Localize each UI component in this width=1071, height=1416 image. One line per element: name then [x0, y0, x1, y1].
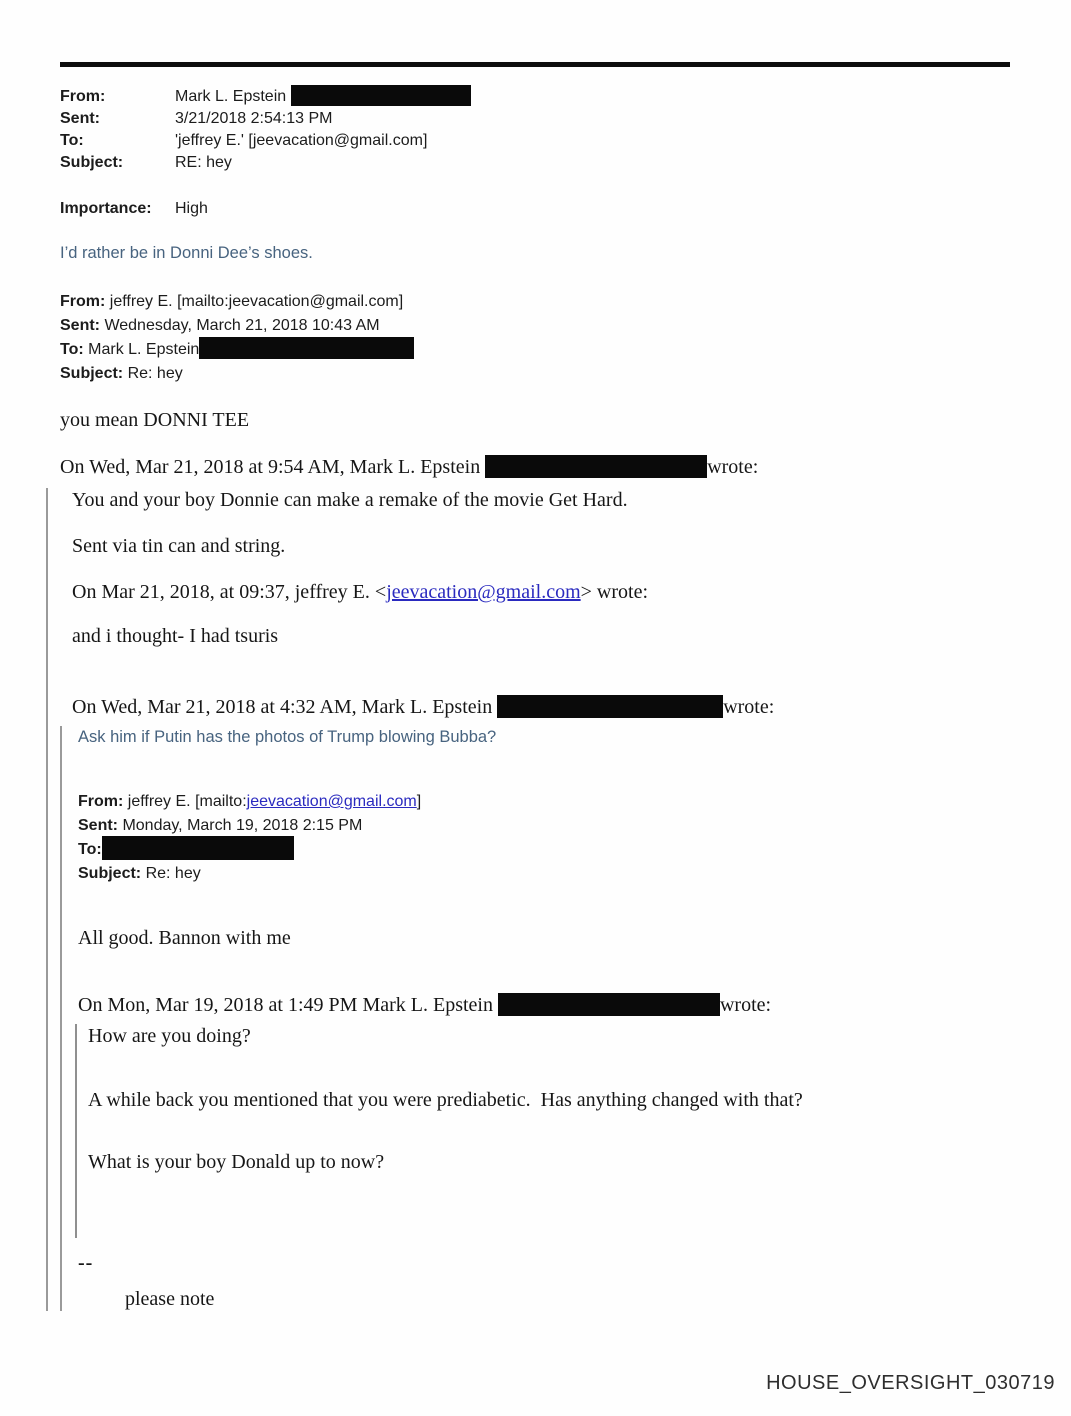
header2-sent: Sent: Wednesday, March 21, 2018 10:43 AM: [60, 317, 380, 334]
from-value: Mark L. Epstein: [175, 86, 471, 108]
reply-message-putin: Ask him if Putin has the photos of Trump blowing Bubba?: [78, 728, 497, 746]
subject-label: Subject:: [60, 154, 124, 171]
header2-from: From: jeffrey E. [mailto:jeevacation@gmail.com]: [60, 293, 404, 310]
signature-note: please note: [125, 1288, 215, 1310]
from-label: From:: [60, 88, 106, 105]
header3-sent: Sent: Monday, March 19, 2018 2:15 PM: [78, 817, 363, 834]
header-row-importance: [60, 198, 1025, 220]
sent-label: Sent:: [60, 110, 100, 127]
quoted-header-block-2: [78, 790, 1025, 886]
to-value: 'jeffrey E.' [jeevacation@gmail.com]: [175, 132, 428, 149]
header-row-from: [60, 86, 1025, 108]
header2-subject: Subject: Re: hey: [60, 365, 183, 382]
importance-label: Importance:: [60, 200, 152, 217]
quote1-line-tin-can: Sent via tin can and string.: [72, 535, 286, 557]
quoted-header-block-1: [60, 290, 1025, 386]
redaction-bar: [498, 993, 720, 1016]
attribution-line-1: On Wed, Mar 21, 2018 at 9:54 AM, Mark L. Epstein wrote:: [60, 456, 759, 478]
header3-subject: Subject: Re: hey: [78, 865, 201, 882]
quote1-line-tsuris: and i thought- I had tsuris: [72, 625, 279, 647]
quote3-line-how-are-you: How are you doing?: [88, 1025, 251, 1047]
quote-block-level-2: [60, 726, 1025, 1311]
attribution-line-2: On Mar 21, 2018, at 09:37, jeffrey E. <jeevacation@gmail.com> wrote:: [72, 581, 649, 603]
email-address-link[interactable]: jeevacation@gmail.com: [386, 581, 581, 603]
redaction-bar: [497, 695, 723, 718]
message-donni-tee: you mean DONNI TEE: [60, 409, 250, 431]
email-address-link[interactable]: jeevacation@gmail.com: [246, 793, 417, 810]
redaction-bar: [291, 85, 471, 106]
signature-separator: --: [78, 1252, 94, 1274]
to-label: To:: [60, 132, 84, 149]
quote1-line-get-hard: You and your boy Donnie can make a remake of the movie Get Hard.: [72, 489, 628, 511]
quote3-line-prediabetic: A while back you mentioned that you were prediabetic. Has anything changed with that?: [88, 1089, 803, 1111]
header3-to: To:: [78, 838, 1025, 862]
header-divider-rule: [60, 62, 1010, 67]
header-row-to: [60, 130, 1025, 152]
attribution-line-4: On Mon, Mar 19, 2018 at 1:49 PM Mark L. Epstein wrote:: [78, 994, 772, 1016]
header-row-sent: [60, 108, 1025, 130]
email-content: [60, 86, 1025, 1311]
header2-to: To: Mark L. Epstein: [60, 338, 1025, 362]
redaction-bar: [199, 337, 414, 359]
quote-block-level-3: [75, 1024, 1025, 1238]
sent-value: 3/21/2018 2:54:13 PM: [175, 110, 333, 127]
subject-value: RE: hey: [175, 154, 232, 171]
message-bannon: All good. Bannon with me: [78, 927, 291, 949]
reply-message-text: I’d rather be in Donni Dee’s shoes.: [60, 244, 313, 262]
header-row-subject: [60, 152, 1025, 174]
email-header-block: [60, 86, 1025, 220]
redaction-bar: [102, 836, 294, 860]
bates-number: HOUSE_OVERSIGHT_030719: [766, 1372, 1055, 1394]
quote-block-level-1: [46, 488, 1025, 1311]
header3-from: From: jeffrey E. [mailto:jeevacation@gmail.com]: [78, 793, 422, 810]
importance-value: High: [175, 200, 208, 217]
attribution-line-3: On Wed, Mar 21, 2018 at 4:32 AM, Mark L. Epstein wrote:: [72, 696, 775, 718]
quote3-line-donald: What is your boy Donald up to now?: [88, 1151, 385, 1173]
redaction-bar: [485, 455, 707, 478]
